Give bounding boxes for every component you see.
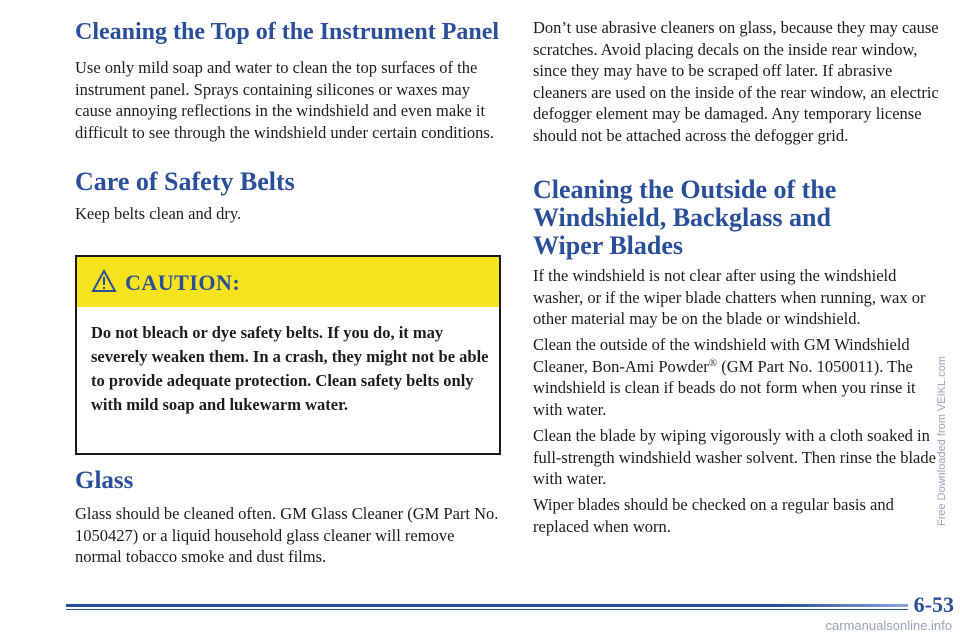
clean-text-before: Clean the outside of the windshield with GM Windshield Cleaner, Bon-Ami Powder [533,335,910,376]
abrasive-cleaners-paragraph: Don’t use abrasive cleaners on glass, because they may cause scratches. Avoid placing decals on the inside rear window, since they may have to be scraped off later. If abrasive cleaners are used on the inside of the rear window, an electric defogger element may be damaged. Any temporary license should not be attached across the defogger grid. [533,18,939,145]
footer-rule-thin [66,609,908,610]
windshield-not-clear-paragraph: If the windshield is not clear after using the windshield washer, or if the wiper blade chatters when running, wax or other material may be on the blade or windshield. [533,266,926,328]
page-number: 6-53 [913,592,954,617]
caution-title: CAUTION: [125,270,241,295]
instrument-panel-paragraph: Use only mild soap and water to clean the top surfaces of the instrument panel. Sprays containing silicones or waxes may cause annoying reflections in the windshield and even make it difficult to see through the windshield under certain conditions. [75,58,494,142]
bottom-watermark: carmanualsonline.info [825,618,952,633]
glass-heading: Glass [75,467,134,494]
outside-heading-line-1: Cleaning the Outside of the [533,175,837,204]
outside-heading-line-2: Windshield, Backglass and [533,203,831,232]
caution-text: Do not bleach or dye safety belts. If you do, it may severely weaken them. In a crash, they might not be able to provide adequate protection. Clean safety belts only with mild soap and lukewarm water. [91,323,489,414]
clean-blade-paragraph: Clean the blade by wiping vigorously with a cloth soaked in full-strength windshield washer solvent. Then rinse the blade with water. [533,426,936,488]
side-watermark: Free Downloaded from VEIKL.com [936,356,948,526]
wiper-blades-paragraph: Wiper blades should be checked on a regular basis and replaced when worn. [533,495,894,536]
outside-windshield-heading [533,176,943,260]
footer-rule [66,604,908,607]
caution-box [75,255,501,455]
clean-windshield-paragraph [533,334,943,420]
glass-paragraph: Glass should be cleaned often. GM Glass Cleaner (GM Part No. 1050427) or a liquid household glass cleaner will remove normal tobacco smoke and dust films. [75,504,499,566]
clean-text-after: (GM Part No. 1050011). The windshield is clean if beads do not form when you rinse it with water. [533,356,916,419]
warning-triangle-icon [91,269,117,293]
safety-belts-paragraph: Keep belts clean and dry. [75,204,242,223]
outside-heading-line-3: Wiper Blades [533,231,684,260]
registered-mark: ® [708,356,718,369]
safety-belts-heading: Care of Safety Belts [75,167,295,196]
instrument-panel-heading: Cleaning the Top of the Instrument Panel [75,19,500,45]
caution-header [77,257,499,307]
